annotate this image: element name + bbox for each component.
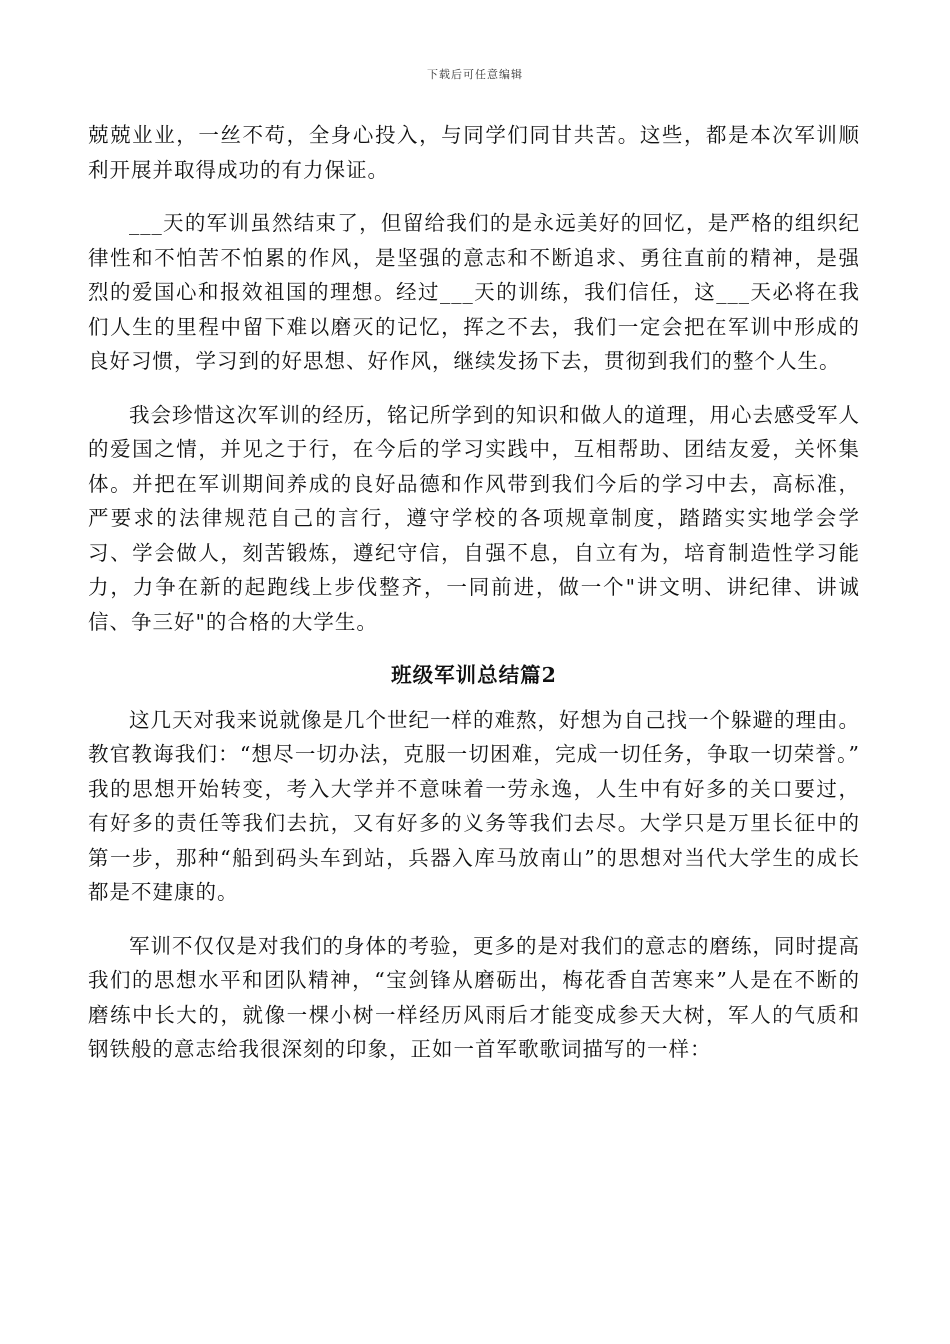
paragraph-gap	[88, 693, 860, 703]
paragraph-1: 兢兢业业，一丝不苟，全身心投入，与同学们同甘共苦。这些，都是本次军训顺利开展并取得成功的有力保证。	[88, 123, 860, 182]
paragraph-gap	[88, 379, 860, 398]
paragraph-5: 军训不仅仅是对我们的身体的考验，更多的是对我们的意志的磨练，同时提高我们的思想水平和团队精神，“宝剑锋从磨砺出，梅花香自苦寒来”人是在不断的磨练中长大的，就像一棵小树一样经历风雨后才能变成参天大树，军人的气质和钢铁般的意志给我很深刻的印象，正如一首军歌歌词描写的一样：	[88, 933, 860, 1061]
paragraph-gap	[88, 639, 860, 658]
section-title: 班级军训总结篇2	[391, 663, 557, 687]
page-header-note: 下载后可任意编辑	[427, 68, 523, 81]
paragraph-3: 我会珍惜这次军训的经历，铭记所学到的知识和做人的道理，用心去感受军人的爱国之情，并见之于行，在今后的学习实践中，互相帮助、团结友爱，关怀集体。并把在军训期间养成的良好品德和作风带到我们今后的学习中去，高标准，严要求的法律规范自己的言行，遵守学校的各项规章制度，踏踏实实地学会学习、学会做人，刻苦锻炼，遵纪守信，自强不息，自立有为，培育制造性学习能力，力争在新的起跑线上步伐整齐，一同前进，做一个"讲文明、讲纪律、讲诚信、争三好"的合格的大学生。	[88, 402, 860, 634]
paragraph-gap	[88, 910, 860, 929]
document-body	[88, 118, 860, 1067]
paragraph-2: ___天的军训虽然结束了，但留给我们的是永远美好的回忆，是严格的组织纪律性和不怕苦不怕累的作风，是坚强的意志和不断追求、勇往直前的精神，是强烈的爱国心和报效祖国的理想。经过___天的训练，我们信任，这___天必将在我们人生的里程中留下难以磨灭的记忆，挥之不去，我们一定会把在军训中形成的良好习惯，学习到的好思想、好作风，继续发扬下去，贯彻到我们的整个人生。	[88, 211, 860, 373]
paragraph-4: 这几天对我来说就像是几个世纪一样的难熬，好想为自己找一个躲避的理由。教官教诲我们：“想尽一切办法，克服一切困难，完成一切任务，争取一切荣誉。” 我的思想开始转变，考入大学并不意味着一劳永逸，人生中有好多的关口要过，有好多的责任等我们去抗，又有好多的义务等我们去尽。大学只是万里长征中的第一步，那种“船到码头车到站，兵器入库马放南山”的思想对当代大学生的成长都是不建康的。	[88, 707, 860, 904]
paragraph-gap	[88, 187, 860, 206]
